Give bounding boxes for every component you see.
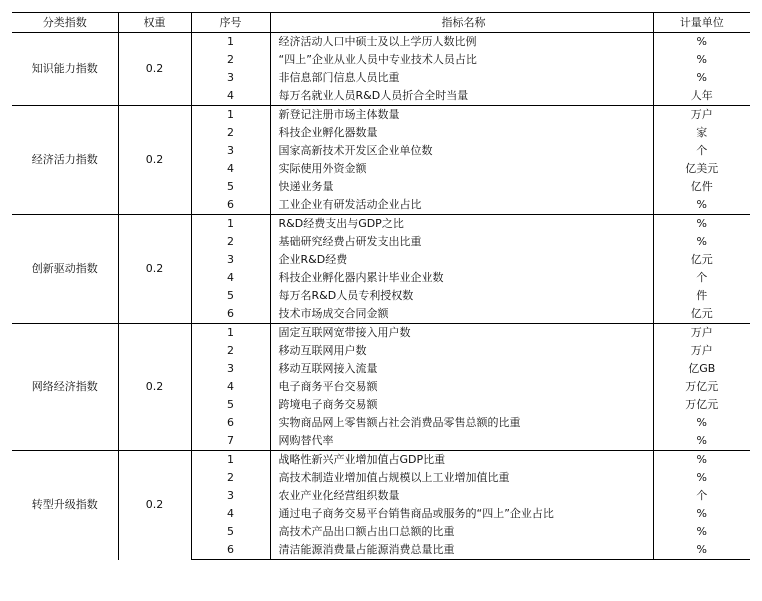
indicator-name: 固定互联网宽带接入用户数 — [270, 324, 653, 343]
unit: % — [653, 33, 750, 52]
unit: 亿GB — [688, 362, 716, 375]
row-number: 4 — [191, 378, 270, 396]
unit: 万户 — [653, 106, 750, 125]
row-number: 1 — [191, 106, 270, 125]
unit: % — [653, 541, 750, 560]
indicator-name: 移动互联网用户数 — [270, 342, 653, 360]
row-number: 6 — [191, 305, 270, 324]
category-weight: 0.2 — [118, 324, 191, 451]
indicator-name: 实物商品网上零售额占社会消费品零售总额的比重 — [270, 414, 653, 432]
row-number: 4 — [191, 505, 270, 523]
table-row — [12, 33, 750, 52]
header-category: 分类指数 — [12, 13, 118, 33]
table-row — [12, 324, 750, 343]
category-name: 网络经济指数 — [12, 324, 118, 451]
indicator-name: 清洁能源消费量占能源消费总量比重 — [270, 541, 653, 560]
unit: % — [696, 507, 707, 520]
indicator-name: 科技企业孵化器数量 — [270, 124, 653, 142]
row-number: 2 — [191, 469, 270, 487]
indicator-name: 战略性新兴产业增加值占GDP比重 — [270, 451, 653, 470]
row-number: 3 — [191, 487, 270, 505]
indicator-name: 电子商务平台交易额 — [270, 378, 653, 396]
row-number: 2 — [191, 233, 270, 251]
category-weight: 0.2 — [118, 451, 191, 560]
row-number: 1 — [191, 324, 270, 343]
unit: % — [696, 434, 707, 447]
indicator-name: 科技企业孵化器内累计毕业企业数 — [270, 269, 653, 287]
table-body — [12, 33, 750, 560]
unit: 家 — [696, 126, 708, 139]
unit: 万户 — [653, 324, 750, 343]
row-number: 2 — [191, 51, 270, 69]
header-unit: 计量单位 — [653, 13, 750, 33]
header-index: 序号 — [191, 13, 270, 33]
indicator-name: 实际使用外资金额 — [270, 160, 653, 178]
table-row — [12, 215, 750, 234]
indicator-name: 高技术制造业增加值占规模以上工业增加值比重 — [270, 469, 653, 487]
unit: 件 — [696, 289, 708, 302]
indicator-name: “四上”企业从业人员中专业技术人员占比 — [270, 51, 653, 69]
row-number: 2 — [191, 124, 270, 142]
unit: % — [696, 471, 707, 484]
row-number: 3 — [191, 251, 270, 269]
row-number: 6 — [191, 414, 270, 432]
category-weight: 0.2 — [118, 33, 191, 106]
row-number: 3 — [191, 360, 270, 378]
indicator-name: 非信息部门信息人员比重 — [270, 69, 653, 87]
indicator-name: 国家高新技术开发区企业单位数 — [270, 142, 653, 160]
row-number: 3 — [191, 69, 270, 87]
unit: % — [696, 416, 707, 429]
indicator-name: 基础研究经费占研发支出比重 — [270, 233, 653, 251]
unit: % — [696, 71, 707, 84]
unit: % — [653, 215, 750, 234]
unit: 亿件 — [690, 180, 713, 193]
indicator-name: 每万名R&D人员专利授权数 — [270, 287, 653, 305]
unit: % — [696, 198, 707, 211]
unit: 个 — [696, 144, 708, 157]
row-number: 7 — [191, 432, 270, 451]
unit: 万亿元 — [685, 398, 719, 411]
header-indicator: 指标名称 — [270, 13, 653, 33]
indicator-name: 通过电子商务交易平台销售商品或服务的“四上”企业占比 — [270, 505, 653, 523]
unit: 亿美元 — [685, 162, 719, 175]
row-number: 6 — [191, 541, 270, 560]
unit: % — [696, 53, 707, 66]
unit: 亿元 — [690, 253, 713, 266]
indicator-name: 高技术产品出口额占出口总额的比重 — [270, 523, 653, 541]
unit: 个 — [696, 271, 708, 284]
unit: % — [696, 525, 707, 538]
indicator-name: R&D经费支出与GDP之比 — [270, 215, 653, 234]
indicator-name: 移动互联网接入流量 — [270, 360, 653, 378]
indicator-name: 快递业务量 — [270, 178, 653, 196]
indicator-name: 每万名就业人员R&D人员折合全时当量 — [270, 87, 653, 106]
indicator-name: 技术市场成交合同金额 — [270, 305, 653, 324]
row-number: 5 — [191, 523, 270, 541]
table-row — [12, 451, 750, 470]
row-number: 5 — [191, 396, 270, 414]
row-number: 1 — [191, 33, 270, 52]
unit: 人年 — [690, 89, 713, 102]
unit: 万户 — [690, 344, 713, 357]
category-name: 知识能力指数 — [12, 33, 118, 106]
row-number: 1 — [191, 451, 270, 470]
row-number: 4 — [191, 87, 270, 106]
unit: 亿元 — [690, 307, 713, 320]
unit: % — [696, 235, 707, 248]
row-number: 2 — [191, 342, 270, 360]
unit: 个 — [696, 489, 708, 502]
header-weight: 权重 — [118, 13, 191, 33]
indicator-name: 经济活动人口中硕士及以上学历人数比例 — [270, 33, 653, 52]
row-number: 4 — [191, 160, 270, 178]
table-row — [12, 106, 750, 125]
unit: % — [653, 451, 750, 470]
row-number: 1 — [191, 215, 270, 234]
indicator-name: 工业企业有研发活动企业占比 — [270, 196, 653, 215]
category-weight: 0.2 — [118, 215, 191, 324]
row-number: 6 — [191, 196, 270, 215]
indicator-name: 跨境电子商务交易额 — [270, 396, 653, 414]
indicator-name: 农业产业化经营组织数量 — [270, 487, 653, 505]
row-number: 5 — [191, 287, 270, 305]
category-name: 经济活力指数 — [12, 106, 118, 215]
row-number: 3 — [191, 142, 270, 160]
header-row — [12, 13, 750, 33]
indicator-table — [12, 12, 750, 560]
row-number: 4 — [191, 269, 270, 287]
row-number: 5 — [191, 178, 270, 196]
indicator-name: 新登记注册市场主体数量 — [270, 106, 653, 125]
indicator-name: 企业R&D经费 — [270, 251, 653, 269]
category-weight: 0.2 — [118, 106, 191, 215]
unit: 万亿元 — [685, 380, 719, 393]
category-name: 创新驱动指数 — [12, 215, 118, 324]
category-name: 转型升级指数 — [12, 451, 118, 560]
indicator-name: 网购替代率 — [270, 432, 653, 451]
